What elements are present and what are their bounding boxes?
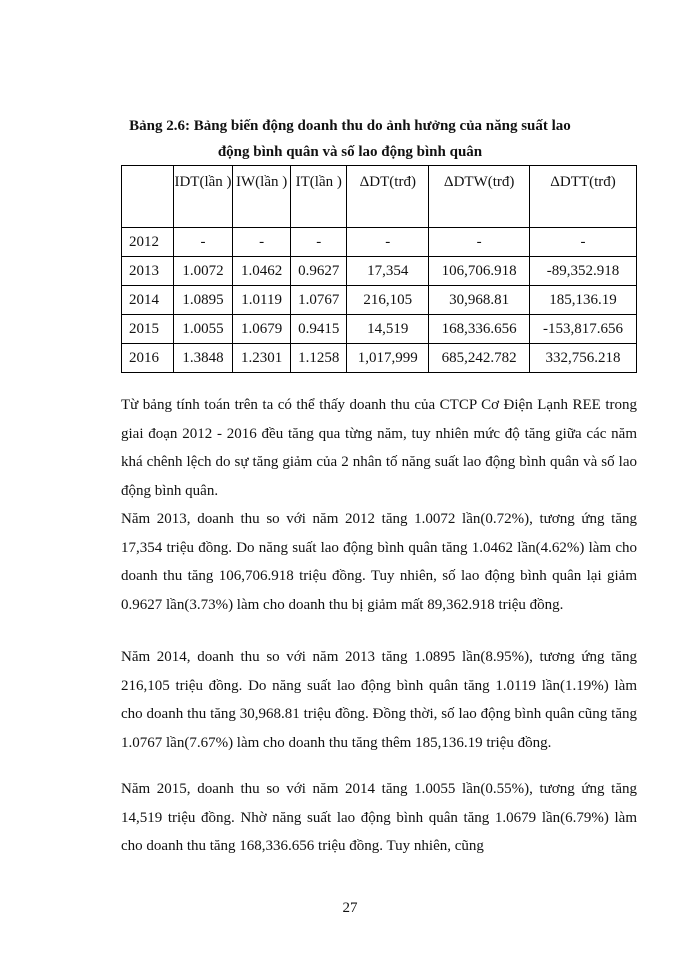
header-cell — [122, 166, 174, 228]
table-cell: 0.9415 — [291, 315, 347, 344]
caption-line-2: động bình quân và số lao động bình quân — [217, 144, 483, 160]
table-row — [122, 228, 637, 257]
table-caption — [120, 113, 580, 165]
table-cell: 1.0895 — [173, 286, 232, 315]
table-cell: 685,242.782 — [429, 344, 530, 373]
header-cell: ΔDT(trđ) — [347, 166, 429, 228]
table-cell: 30,968.81 — [429, 286, 530, 315]
table-cell: 1.0767 — [291, 286, 347, 315]
table-cell: 332,756.218 — [530, 344, 637, 373]
body-paragraph: Năm 2015, doanh thu so với năm 2014 tăng 1.0055 lần(0.55%), tương ứng tăng 14,519 triệu đồng. Nhờ năng suất lao động bình quân tăng 1.0679 lần(6.79%) làm cho doanh thu tăng 168,336.656 triệu đồng. Tuy nhiên, cũng — [121, 781, 637, 855]
table-cell: - — [291, 228, 347, 257]
year-cell: 2013 — [122, 257, 174, 286]
table-cell: 1.0055 — [173, 315, 232, 344]
body-paragraph: Năm 2014, doanh thu so với năm 2013 tăng 1.0895 lần(8.95%), tương ứng tăng 216,105 triệu đồng. Do năng suất lao động bình quân tăng 1.0119 lần(1.19%) làm cho doanh thu tăng 30,968.81 triệu đồng. Đồng thời, số lao động bình quân cũng tăng 1.0767 lần(7.67%) làm cho doanh thu tăng thêm 185,136.19 triệu đồng. — [121, 649, 637, 751]
year-cell: 2016 — [122, 344, 174, 373]
header-cell: IW(lần ) — [233, 166, 291, 228]
table-cell: 1,017,999 — [347, 344, 429, 373]
body-paragraph: Năm 2013, doanh thu so với năm 2012 tăng 1.0072 lần(0.72%), tương ứng tăng 17,354 triệu đồng. Do năng suất lao động bình quân tăng 1.0462 lần(4.62%) làm cho doanh thu tăng 106,706.918 triệu đồng. Tuy nhiên, số lao động bình quân lại giảm 0.9627 lần(3.73%) làm cho doanh thu bị giảm mất 89,362.918 triệu đồng. — [121, 511, 637, 613]
table-cell: -153,817.656 — [530, 315, 637, 344]
table-row — [122, 286, 637, 315]
table-row — [122, 315, 637, 344]
table-cell: 1.2301 — [233, 344, 291, 373]
table-cell: 1.0119 — [233, 286, 291, 315]
year-cell: 2015 — [122, 315, 174, 344]
table-cell: - — [530, 228, 637, 257]
table-cell: 1.0072 — [173, 257, 232, 286]
page-number: 27 — [342, 900, 358, 916]
body-paragraph: Từ bảng tính toán trên ta có thể thấy doanh thu của CTCP Cơ Điện Lạnh REE trong giai đoạn 2012 - 2016 đều tăng qua từng năm, tuy nhiên mức độ tăng giữa các năm khá chênh lệch do sự tăng giảm của 2 nhân tố năng suất lao động bình quân và số lao động bình quân. — [121, 397, 637, 499]
caption-line-1: Bảng 2.6: Bảng biến động doanh thu do ảnh hưởng của năng suất lao — [129, 118, 571, 134]
table-cell: 216,105 — [347, 286, 429, 315]
revenue-variation-table — [121, 165, 637, 373]
table-header-row — [122, 166, 637, 228]
header-cell: IT(lần ) — [291, 166, 347, 228]
header-cell: ΔDTW(trđ) — [429, 166, 530, 228]
table-cell: - — [429, 228, 530, 257]
table-cell: 17,354 — [347, 257, 429, 286]
table-row — [122, 344, 637, 373]
table-cell: - — [233, 228, 291, 257]
table-cell: 1.0462 — [233, 257, 291, 286]
header-cell: ΔDTT(trđ) — [530, 166, 637, 228]
year-cell: 2012 — [122, 228, 174, 257]
table-cell: 14,519 — [347, 315, 429, 344]
header-cell: IDT(lần ) — [173, 166, 232, 228]
table-cell: 106,706.918 — [429, 257, 530, 286]
table-cell: 0.9627 — [291, 257, 347, 286]
table-cell: 1.3848 — [173, 344, 232, 373]
table-cell: 1.0679 — [233, 315, 291, 344]
table-cell: -89,352.918 — [530, 257, 637, 286]
table-cell: - — [173, 228, 232, 257]
table-cell: 168,336.656 — [429, 315, 530, 344]
table-cell: 1.1258 — [291, 344, 347, 373]
table-row — [122, 257, 637, 286]
table-cell: - — [347, 228, 429, 257]
year-cell: 2014 — [122, 286, 174, 315]
table-cell: 185,136.19 — [530, 286, 637, 315]
